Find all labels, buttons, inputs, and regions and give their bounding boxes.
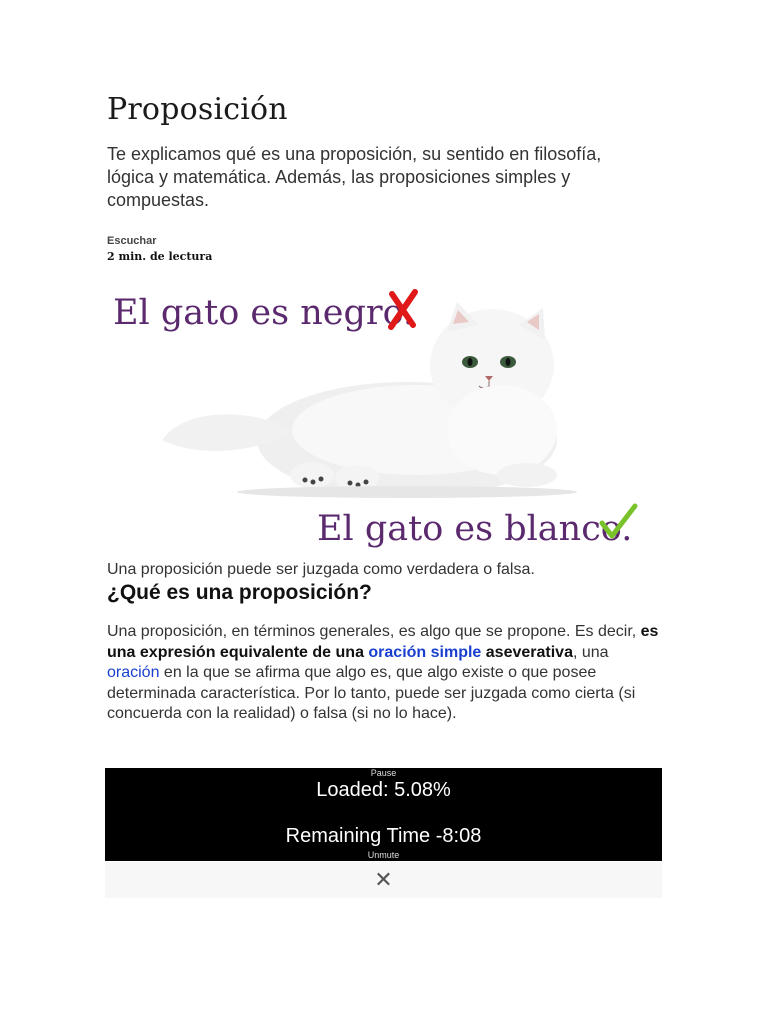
oracion-link[interactable]: oración — [107, 664, 160, 681]
loaded-status: Loaded: 5.08% — [316, 779, 451, 801]
unmute-button[interactable]: Unmute — [367, 850, 400, 860]
image-caption: Una proposición puede ser juzgada como verdadera o falsa. — [107, 561, 535, 578]
pause-button[interactable]: Pause — [370, 768, 397, 778]
paragraph-bold: es una expresión equivalente de una — [107, 623, 659, 661]
remaining-time: Remaining Time -8:08 — [285, 825, 482, 847]
hero-image — [107, 280, 652, 555]
close-icon[interactable]: ✕ — [374, 867, 393, 892]
section-heading: ¿Qué es una proposición? — [107, 581, 372, 604]
cat-illustration — [107, 280, 652, 555]
section-paragraph — [107, 622, 659, 725]
oracion-simple-link[interactable]: oración simple — [368, 643, 482, 661]
hero-false-statement: El gato es negro. — [113, 293, 415, 333]
reading-time: 2 min. de lectura — [107, 250, 213, 263]
paragraph-bold: aseverativa — [481, 643, 573, 661]
paragraph-text: Una proposición, en términos generales, es algo que se propone. Es decir, — [107, 623, 641, 640]
article-intro: Te explicamos qué es una proposición, su sentido en filosofía, lógica y matemática. Además, las proposiciones simples y compuestas. — [107, 144, 602, 210]
player-close-bar — [105, 862, 662, 898]
hero-true-statement: El gato es blanco. — [317, 509, 633, 549]
listen-button[interactable]: Escuchar — [107, 235, 157, 247]
page-title: Proposición — [107, 92, 288, 127]
paragraph-text: en la que se afirma que algo es, que algo existe o que posee determinada característica. Por lo tanto, puede ser juzgada como cierta (si concuerda con la realidad) o falsa (si no lo hace). — [107, 664, 636, 722]
video-player[interactable] — [105, 768, 662, 861]
paragraph-text: , una — [572, 643, 609, 661]
